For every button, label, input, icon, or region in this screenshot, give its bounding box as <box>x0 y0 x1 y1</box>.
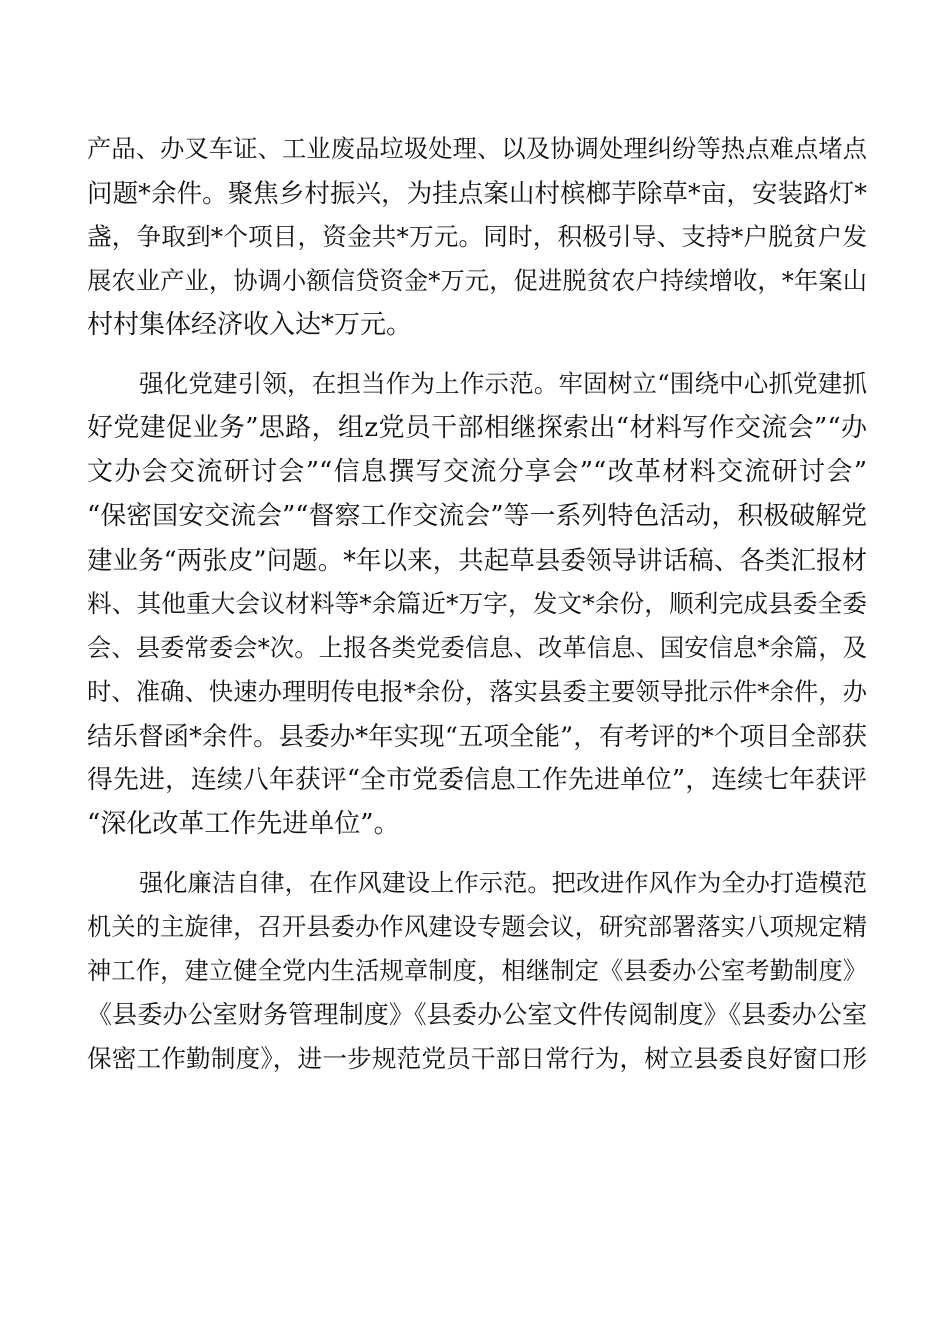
paragraph-rural-revitalization <box>87 127 867 347</box>
text-line: 会、县委常委会*次。上报各类党委信息、改革信息、国安信息*余篇，及 <box>87 633 867 662</box>
text-line: “保密国安交流会”“督察工作交流会”等一系列特色活动，积极破解党 <box>87 501 867 531</box>
text-line: 强化廉洁自律，在作风建设上作示范。把改进作风作为全办打造模范 <box>139 869 867 897</box>
text-line: 建业务“两张皮”问题。*年以来，共起草县委领导讲话稿、各类汇报材 <box>87 545 867 575</box>
text-line: 机关的主旋律，召开县委办作风建设专题会议，研究部署落实八项规定精 <box>87 912 867 941</box>
text-line: 保密工作勤制度》，进一步规范党员干部日常行为，树立县委良好窗口形 <box>87 1044 867 1073</box>
text-line: 好党建促业务”思路，组z党员干部相继探索出“材料写作交流会”“办 <box>87 413 867 443</box>
text-line: 强化党建引领，在担当作为上作示范。牢固树立“围绕中心抓党建抓 <box>139 369 867 398</box>
text-line: 料、其他重大会议材料等*余篇近*万字，发文*余份，顺利完成县委全委 <box>87 589 867 618</box>
text-line: 问题*余件。聚焦乡村振兴，为挂点案山村槟榔芋除草*亩，安装路灯* <box>87 178 867 208</box>
text-line: 时、准确、快速办理明传电报*余份，落实县委主要领导批示件*余件，办 <box>87 677 867 706</box>
text-line: 《县委办公室财务管理制度》《县委办公室文件传阅制度》《县委办公室 <box>87 1000 867 1029</box>
text-line: 神工作，建立健全党内生活规章制度，相继制定《县委办公室考勤制度》 <box>87 956 867 985</box>
text-line: 得先进，连续八年获评“全市党委信息工作先进单位”，连续七年获评 <box>87 765 867 795</box>
paragraph-integrity-discipline <box>87 861 867 1081</box>
text-line: 村村集体经济收入达*万元。 <box>87 310 413 340</box>
text-line: 盏，争取到*个项目，资金共*万元。同时，积极引导、支持*户脱贫户发 <box>87 222 867 251</box>
document-body <box>87 127 867 1096</box>
text-line: “深化改革工作先进单位”。 <box>87 809 400 839</box>
text-line: 结乐督函*余件。县委办*年实现“五项全能”，有考评的*个项目全部获 <box>87 721 867 751</box>
paragraph-party-building <box>87 362 867 846</box>
text-line: 文办会交流研讨会”“信息撰写交流分享会”“改革材料交流研讨会” <box>87 457 867 487</box>
text-line: 产品、办叉车证、工业废品垃圾处理、以及协调处理纠纷等热点难点堵点 <box>87 134 867 163</box>
text-line: 展农业产业，协调小额信贷资金*万元，促进脱贫农户持续增收，*年案山 <box>87 266 867 295</box>
